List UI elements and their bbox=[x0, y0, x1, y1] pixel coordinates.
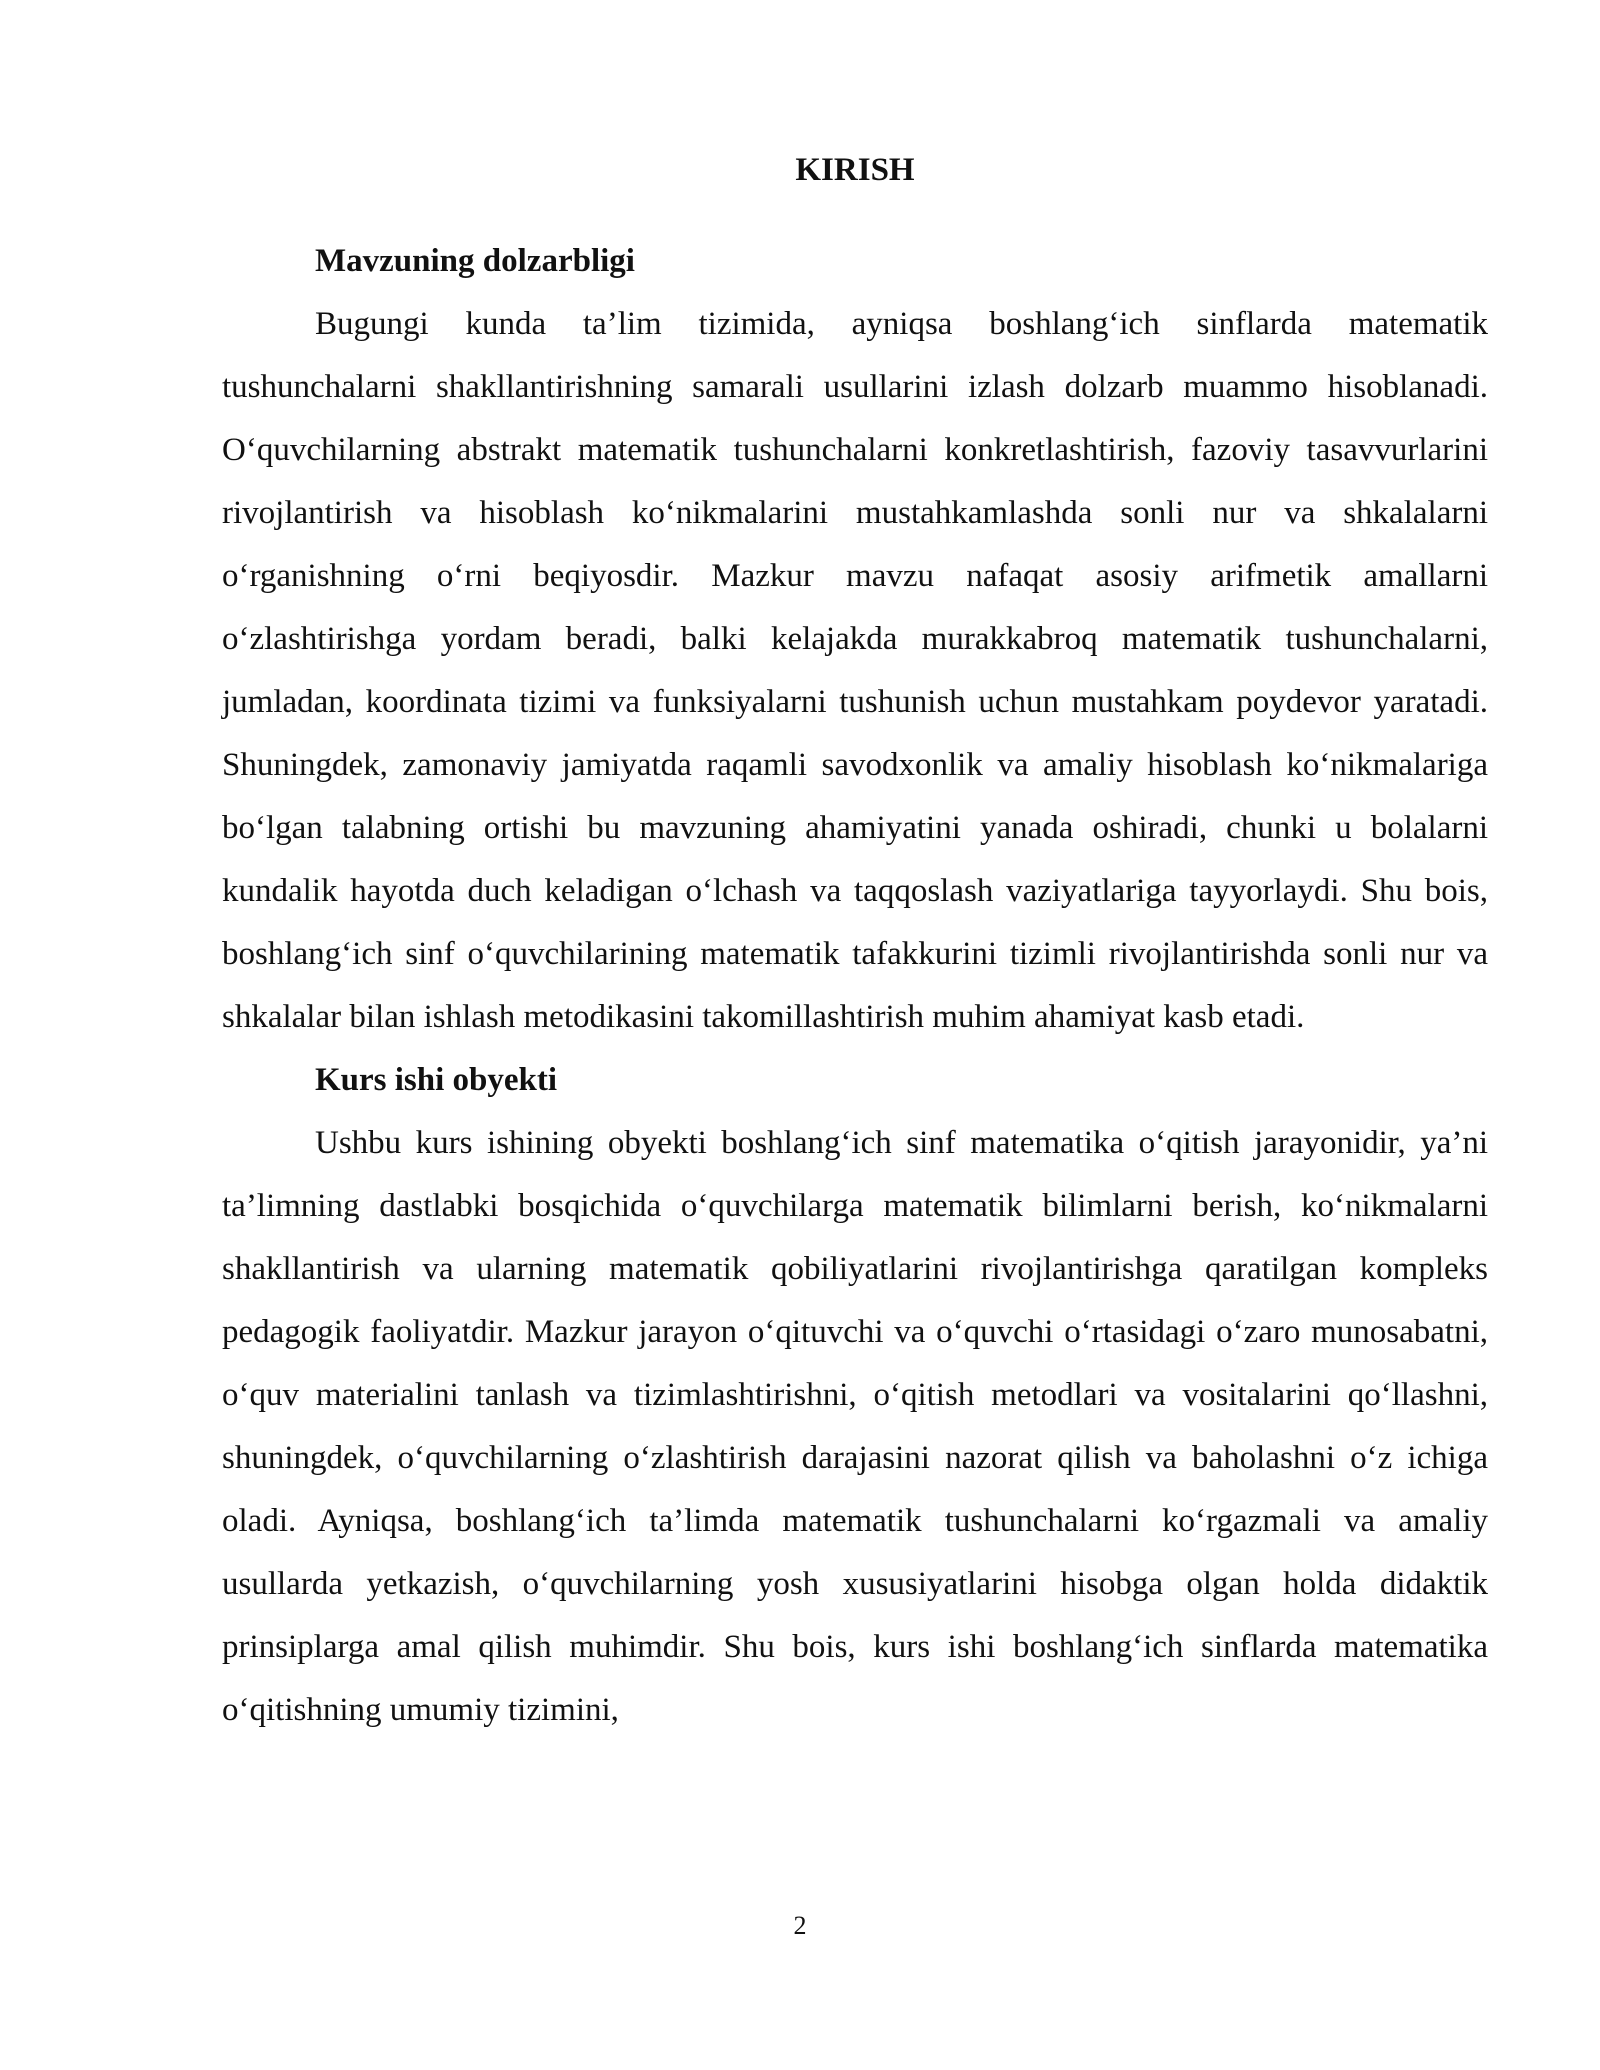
section-object bbox=[222, 1049, 1488, 1742]
page-number: 2 bbox=[793, 1911, 807, 1940]
section-relevance bbox=[222, 230, 1488, 1049]
page-title: KIRISH bbox=[795, 152, 915, 188]
page-content bbox=[222, 140, 1488, 1742]
section-paragraph: Bugungi kunda ta’lim tizimida, ayniqsa boshlang‘ich sinflarda matematik tushunchalarni shakllantirishning samarali usullarini izlash dolzarb muammo hisoblanadi. O‘quvchilarning abstrakt matematik tushunchalarni konkretlashtirish, fazoviy tasavvurlarini rivojlantirish va hisoblash ko‘nikmalarini mustahkamlashda sonli nur va shkalalarni o‘rganishning o‘rni beqiyosdir. Mazkur mavzu nafaqat asosiy arifmetik amallarni o‘zlashtirishga yordam beradi, balki kelajakda murakkabroq matematik tushunchalarni, jumladan, koordinata tizimi va funksiyalarni tushunish uchun mustahkam poydevor yaratadi. Shuningdek, zamonaviy jamiyatda raqamli savodxonlik va amaliy hisoblash ko‘nikmalariga bo‘lgan talabning ortishi bu mavzuning ahamiyatini yanada oshiradi, chunki u bolalarni kundalik hayotda duch keladigan o‘lchash va taqqoslash vaziyatlariga tayyorlaydi. Shu bois, boshlang‘ich sinf o‘quvchilarining matematik tafakkurini tizimli rivojlantirishda sonli nur va shkalalar bilan ishlash metodikasini takomillashtirish muhim ahamiyat kasb etadi. bbox=[222, 306, 1488, 1035]
section-heading: Kurs ishi obyekti bbox=[315, 1062, 558, 1098]
section-paragraph: Ushbu kurs ishining obyekti boshlang‘ich sinf matematika o‘qitish jarayonidir, ya’ni ta’limning dastlabki bosqichida o‘quvchilarga matematik bilimlarni berish, ko‘nikmalarni shakllantirish va ularning matematik qobiliyatlarini rivojlantirishga qaratilgan kompleks pedagogik faoliyatdir. Mazkur jarayon o‘qituvchi va o‘quvchi o‘rtasidagi o‘zaro munosabatni, o‘quv materialini tanlash va tizimlashtirishni, o‘qitish metodlari va vositalarini qo‘llashni, shuningdek, o‘quvchilarning o‘zlashtirish darajasini nazorat qilish va baholashni o‘z ichiga oladi. Ayniqsa, boshlang‘ich ta’limda matematik tushunchalarni ko‘rgazmali va amaliy usullarda yetkazish, o‘quvchilarning yosh xususiyatlarini hisobga olgan holda didaktik prinsiplarga amal qilish muhimdir. Shu bois, kurs ishi boshlang‘ich sinflarda matematika o‘qitishning umumiy tizimini, bbox=[222, 1125, 1488, 1728]
section-heading: Mavzuning dolzarbligi bbox=[315, 243, 635, 279]
